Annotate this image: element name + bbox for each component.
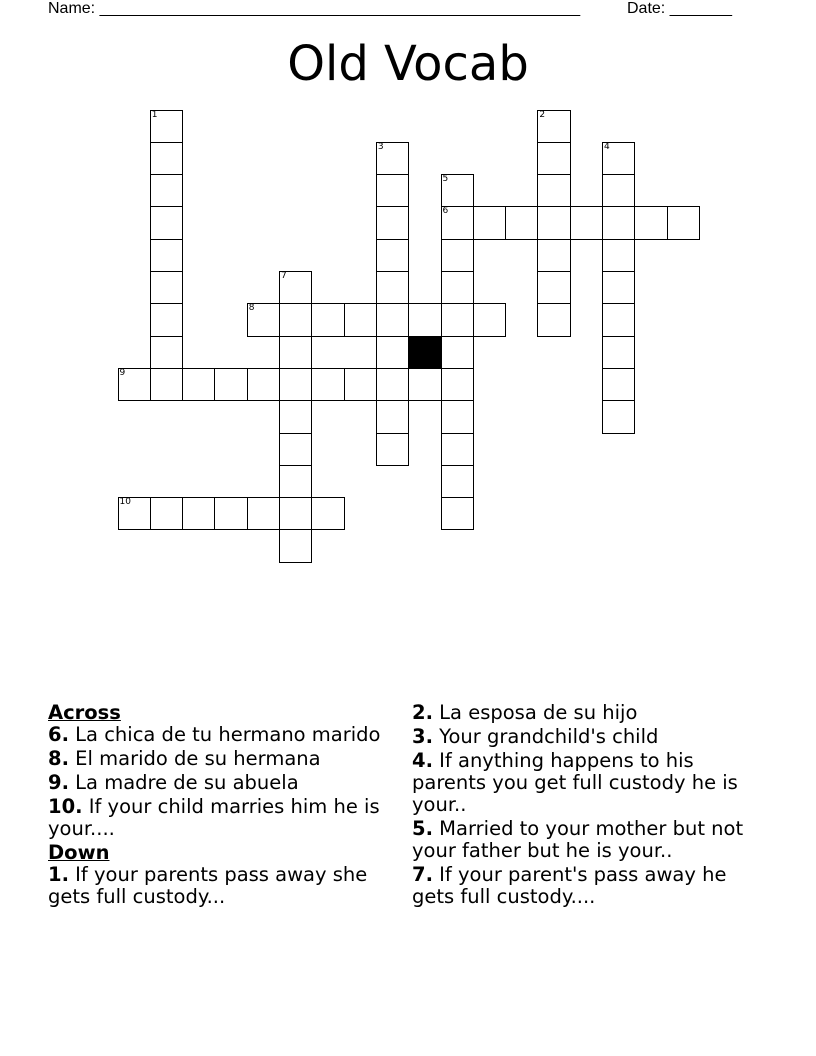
grid-cell[interactable] bbox=[473, 206, 506, 239]
name-line: Name: ______________________________________________________ bbox=[48, 0, 581, 17]
clue-text: If anything happens to his parents you get full custody he is your.. bbox=[412, 749, 738, 816]
grid-cell[interactable] bbox=[505, 206, 538, 239]
grid-cell[interactable] bbox=[376, 400, 409, 433]
grid-cell[interactable] bbox=[150, 303, 183, 336]
grid-cell[interactable] bbox=[279, 336, 312, 369]
grid-cell[interactable] bbox=[602, 400, 635, 433]
grid-cell[interactable] bbox=[279, 400, 312, 433]
grid-cell[interactable] bbox=[118, 368, 151, 401]
clue-item bbox=[48, 724, 388, 746]
grid-cell[interactable] bbox=[473, 303, 506, 336]
grid-cell[interactable] bbox=[441, 174, 474, 207]
clue-number: 10. bbox=[48, 795, 83, 818]
cell-number: 7 bbox=[281, 271, 287, 281]
cell-number: 8 bbox=[248, 303, 255, 314]
clue-item bbox=[48, 748, 388, 770]
grid-cell[interactable] bbox=[150, 142, 183, 175]
grid-cell[interactable] bbox=[441, 497, 474, 530]
grid-cell[interactable] bbox=[537, 110, 570, 143]
cell-number: 10 bbox=[119, 497, 131, 508]
cell-number: 1 bbox=[151, 109, 158, 120]
grid-cell[interactable] bbox=[602, 336, 635, 369]
cell-number: 5 bbox=[442, 174, 449, 185]
clue-item bbox=[412, 818, 772, 862]
down-heading: Down bbox=[48, 841, 110, 864]
clue-number: 5. bbox=[412, 817, 433, 840]
grid-cell[interactable] bbox=[441, 336, 474, 369]
clue-number: 2. bbox=[412, 701, 433, 724]
cell-number: 3 bbox=[377, 141, 384, 152]
grid-cell[interactable] bbox=[602, 271, 635, 304]
grid-cell[interactable] bbox=[344, 368, 377, 401]
clue-text: Married to your mother but not your father but he is your.. bbox=[412, 817, 744, 862]
clues-column-right bbox=[412, 702, 772, 910]
clue-text: El marido de su hermana bbox=[68, 747, 321, 770]
page-title: Old Vocab bbox=[287, 36, 529, 92]
black-square bbox=[408, 336, 441, 369]
clue-text: La chica de tu hermano marido bbox=[68, 723, 381, 746]
grid-cell[interactable] bbox=[537, 142, 570, 175]
grid-cell[interactable] bbox=[247, 368, 280, 401]
grid-cell[interactable] bbox=[602, 142, 635, 175]
grid-cell[interactable] bbox=[247, 303, 280, 336]
grid-cell[interactable] bbox=[667, 206, 700, 239]
grid-cell[interactable] bbox=[441, 465, 474, 498]
grid-cell[interactable] bbox=[441, 206, 474, 239]
grid-cell[interactable] bbox=[570, 206, 603, 239]
grid-cell[interactable] bbox=[376, 368, 409, 401]
grid-cell[interactable] bbox=[150, 271, 183, 304]
grid-cell[interactable] bbox=[537, 271, 570, 304]
grid-cell[interactable] bbox=[376, 433, 409, 466]
clue-number: 6. bbox=[48, 723, 69, 746]
clue-text: Your grandchild's child bbox=[432, 725, 659, 748]
clue-item bbox=[412, 864, 772, 908]
grid-cell[interactable] bbox=[214, 368, 247, 401]
clue-item bbox=[412, 702, 772, 724]
grid-cell[interactable] bbox=[311, 497, 344, 530]
clues-column-left bbox=[48, 702, 388, 910]
grid-cell[interactable] bbox=[441, 368, 474, 401]
grid-cell[interactable] bbox=[602, 206, 635, 239]
grid-cell[interactable] bbox=[150, 497, 183, 530]
clue-number: 4. bbox=[412, 749, 433, 772]
grid-cell[interactable] bbox=[279, 271, 312, 304]
down-clue-list-continued bbox=[412, 702, 772, 908]
across-clue-list bbox=[48, 724, 388, 840]
grid-cell[interactable] bbox=[247, 497, 280, 530]
grid-cell[interactable] bbox=[279, 529, 312, 562]
grid-cell[interactable] bbox=[344, 303, 377, 336]
grid-cell[interactable] bbox=[376, 174, 409, 207]
across-heading: Across bbox=[48, 701, 121, 724]
clue-number: 3. bbox=[412, 725, 433, 748]
clue-number: 9. bbox=[48, 771, 69, 794]
grid-cell[interactable] bbox=[311, 303, 344, 336]
down-clue-list bbox=[48, 864, 388, 908]
cell-number: 6 bbox=[442, 206, 449, 217]
grid-cell[interactable] bbox=[376, 271, 409, 304]
clue-text: La madre de su abuela bbox=[68, 771, 299, 794]
grid-cell[interactable] bbox=[602, 368, 635, 401]
grid-cell[interactable] bbox=[150, 110, 183, 143]
grid-cell[interactable] bbox=[150, 239, 183, 272]
grid-cell[interactable] bbox=[182, 368, 215, 401]
grid-cell[interactable] bbox=[441, 303, 474, 336]
grid-cell[interactable] bbox=[150, 336, 183, 369]
grid-cell[interactable] bbox=[408, 303, 441, 336]
grid-cell[interactable] bbox=[441, 239, 474, 272]
grid-cell[interactable] bbox=[118, 497, 151, 530]
grid-cell[interactable] bbox=[279, 433, 312, 466]
date-line: Date: _______ bbox=[627, 0, 732, 17]
grid-cell[interactable] bbox=[311, 368, 344, 401]
clue-item bbox=[48, 864, 388, 908]
grid-cell[interactable] bbox=[376, 303, 409, 336]
clue-text: If your child marries him he is your.... bbox=[48, 795, 380, 840]
grid-cell[interactable] bbox=[150, 206, 183, 239]
clue-item bbox=[412, 726, 772, 748]
clue-item bbox=[48, 772, 388, 794]
clue-item bbox=[412, 750, 772, 816]
grid-cell[interactable] bbox=[376, 206, 409, 239]
grid-cell[interactable] bbox=[537, 239, 570, 272]
grid-cell[interactable] bbox=[602, 174, 635, 207]
grid-cell[interactable] bbox=[376, 142, 409, 175]
cell-number: 4 bbox=[604, 141, 610, 152]
grid-cell[interactable] bbox=[441, 400, 474, 433]
grid-cell[interactable] bbox=[441, 271, 474, 304]
grid-cell[interactable] bbox=[602, 303, 635, 336]
grid-cell[interactable] bbox=[537, 174, 570, 207]
cell-number: 2 bbox=[539, 109, 546, 120]
grid-cell[interactable] bbox=[279, 303, 312, 336]
clue-text: If your parents pass away she gets full custody... bbox=[48, 863, 368, 908]
grid-cell[interactable] bbox=[279, 368, 312, 401]
grid-cell[interactable] bbox=[182, 497, 215, 530]
grid-cell[interactable] bbox=[376, 336, 409, 369]
grid-cell[interactable] bbox=[408, 368, 441, 401]
clue-number: 8. bbox=[48, 747, 69, 770]
grid-cell[interactable] bbox=[214, 497, 247, 530]
grid-cell[interactable] bbox=[150, 368, 183, 401]
clue-number: 7. bbox=[412, 863, 433, 886]
clue-text: La esposa de su hijo bbox=[432, 701, 638, 724]
grid-cell[interactable] bbox=[634, 206, 667, 239]
grid-cell[interactable] bbox=[441, 433, 474, 466]
grid-cell[interactable] bbox=[376, 239, 409, 272]
grid-cell[interactable] bbox=[279, 465, 312, 498]
clue-item bbox=[48, 796, 388, 840]
clue-number: 1. bbox=[48, 863, 69, 886]
cell-number: 9 bbox=[119, 367, 126, 378]
grid-cell[interactable] bbox=[279, 497, 312, 530]
grid-cell[interactable] bbox=[150, 174, 183, 207]
clue-text: If your parent's pass away he gets full custody.... bbox=[412, 863, 727, 908]
grid-cell[interactable] bbox=[537, 303, 570, 336]
grid-cell[interactable] bbox=[602, 239, 635, 272]
grid-cell[interactable] bbox=[537, 206, 570, 239]
